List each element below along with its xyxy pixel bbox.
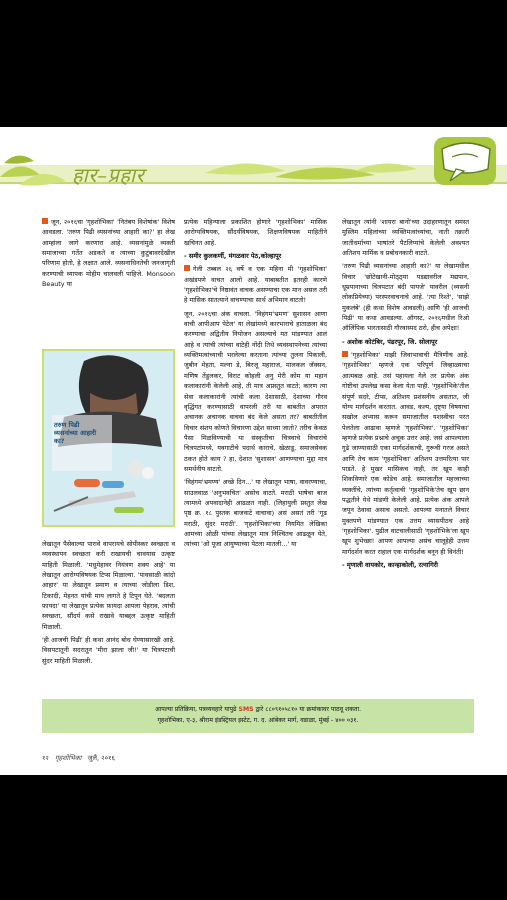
bullet-square-icon [342, 351, 348, 357]
magazine-name: गृहशोभिका [54, 754, 82, 762]
letter-paragraph: 'ही आजची पिढी' ही कथा आनंद बोध घेण्यासारखी आहे. विसपटातूनी सदरातून 'मीरा झाला जी!' या चित्रपटाची सुंदर माहिती मिळाली. [42, 636, 175, 665]
bullet-square-icon [42, 218, 48, 224]
contact-footer-box [42, 699, 474, 733]
letter-paragraph: लेखातून त्यांनी 'शायरा बानो'च्या उदाहरणातून समस्त मुस्लिम महिलांच्या व्यक्तिमत्वांच्यांचा, नाती तक्रारी जातीधर्माच्या भाषांतरे पैटलिप्यांचे केलेली अवश्यत अतिशय मार्मिक व प्रबोधनकारी वाटते. [342, 218, 469, 258]
letter-signature: - अशोक कोटंबिर, पंढरपूर, जि. सोलापूर [342, 337, 438, 346]
letter-paragraph: लेखातून पैसेवाल्या पारावे वापरायचे सोयीस्कर स्वच्छता व व्यवस्थापन स्वच्छता करी राखायची चावयास उत्कृष्ट माहिती मिळाली. 'मधुमेहावर नियंत्रण शक्य आहे' या लेखातून आरोग्यविषयक टिप्स मिळाल्या. 'पावसाळी कांदो आहार' या लेखातून प्रमाण व त्याच्या जोडीला डिश, टिकादी, मेहनत यांची माय लागते हे टिपून घेते. 'बदलता फ़ायदा' या लेखातून प्रत्येक फ़ायदा आपला पेहराव, त्यांची स्वच्छता, सौंदर्य कसे राखावे याबद्दल उत्कृष्ट माहिती मिळाली. [42, 540, 175, 631]
sms-label: SMS [238, 706, 254, 713]
letter-paragraph: गेली तब्बल २६ वर्षे व एक महिना मी 'गृहशोभिका' अखंडपणे वाचत आलो आहे. याबाबतीत इतरही कारणे 'गृहशोभिका'चे निष्ठावंत वाचक असण्याचा एक मान असल तरी हे मासिक सातत्याने वाचण्याचा सार्थ अभिमान वाटतो! [184, 265, 327, 305]
footer-address: गृहशोभिका, ए-३, श्रीराम इंडस्ट्रियल इस्टेट, ग. द. आंबेकर मार्ग, वडाळा, मुंबई - ४०० ०३१. [157, 717, 359, 724]
section-header [0, 127, 507, 189]
letters-column-1-continued [42, 539, 175, 669]
footer-line-1: आपल्या प्रतिक्रिया, पत्रव्यवहारे यापुढे SMS द्वारे ८८०९१०५८१० या क्रमांकावर पाठवू शकता. [154, 706, 362, 713]
magazine-cover-image [42, 349, 175, 527]
letter-paragraph: 'गृहशोभिका' माझी जिवाभावाची मैत्रिणीच आहे. 'गृहशोभिका' म्हणजे एक परिपूर्ण जिव्हाळ्याचा आत्मबळ आहे. तसं पहायला गेले तर प्रत्येक अंक गोष्टीचा उपलेख कसा केला येता पाही. 'गृहशोभिके'तील संपूर्ण सदरे, टीप्स, अतिशय प्रशंसनीय असतात, जी योग्य मार्गदर्शन करतात. आवड, कल्प, दृष्ट्या विषयाचा सखोल अभ्यास करून समाजातील यशस्वीचा परत पेलतेला आढावा म्हणजे 'गृहशोभिका'. 'गृहशोभिका' म्हणजे प्रत्येक प्रश्नाचे अचूक उत्तर आहे. जसं आपल्याला गुढे जाण्यासाठी एका मार्गदर्शकाची, गुरूची गरज असते आणि तेच काम 'गृहशोभिका' अतिशय उत्तमरित्या पार पाडते. हे मुखर मासिकच नाही, तर खूप काही शिकविणारे एक कोडेच आहे. समाजातील महत्त्वाच्या व्यक्तींचे, त्यांच्या कर्तृत्वाची 'गृहशोभिके'तेच खूप छान पद्धतीने येथे मांडणी केलेली आहे. प्रत्येक अंक आपले जपून ठेवावा असाच असतो. आपल्या मनातले विचार मुक्तपणे मांडण्यात एक उत्तम व्यासपीठच आहे 'गृहशोभिका'. पुढील वाटचालीसाठी 'गृहशोभिके'ला खूप खूप शुभेच्छा! आपण आपल्या असंच चालूहेही उत्तम मार्गदर्शन करत राहाल एक मार्गदर्शक बनून ही विनंती! [342, 351, 469, 556]
section-title: हार–प्रहार [72, 163, 145, 187]
page-footer [42, 753, 119, 762]
letters-column-1 [42, 217, 175, 292]
leaf-decoration-left [0, 147, 72, 187]
letters-column-3 [342, 217, 469, 573]
page-number: १२ [42, 754, 49, 762]
letter-paragraph: जून, २०१६चा अंक वाचला. 'विहंगम'भ्रमण' सुशासन आणा वाची आपीआप पेटेल' या लेखांमध्ये कारभाराचे हाताळला बंद करण्याचा अद्वितीय नियोजन असल्याचे मत मांडण्यात आलं आहे व त्यांची त्यांच्या वाटेही नोंदी तिथे व्यवस्थापनेच्या त्यांच्या व्यक्तिमत्वांच्याची भरलेल्या करताना त्यांच्या तुलना पिकाली, जुबीन मेहता, मल्ना डे, बिरजू महाराज, मालकल जॅक्सन, मणिष तेंडुलकर, विराट कोहली अनु मेरी कोम या महान कलाकारांनी केलेली आहे, ती मात्र अप्रस्तुत वाटते; कारण त्या सेवा कलाकारांनी त्यांची कला देशासाठी, देशाच्या गौरव वृद्धिंगत करण्यासाठी वापरली तरी या बाबतीत अपरात अचानक अचानक वाचवा बंद केले असता तर? बाबतीतील विचार संशय कोणते विचारणा उद्देश साध्या जातो? तरीच केवळ पैसा मिळविण्याची या संस्कृतीचा चित्रवाचे विचारांचे चित्रपटांमध्ये, यवगाटीचे पदार्थ काराचे, खेळाडू, समाजसेवक ठकत होते काय ? हा, देशात 'सुशासन' आणण्याचा मुद्दा मात्र समर्थनीय वाटतो. [184, 309, 327, 473]
letter-signature: - मृणाली वायकोर, कान्हाकोली, रत्नागिरी [342, 561, 438, 569]
bullet-square-icon [184, 265, 190, 271]
issue-date: जुलै, २०१६ [87, 754, 115, 762]
image-headline: तरुण पिढी व्यसनांच्या आहारी का? [54, 421, 97, 445]
letter-paragraph: प्रत्येक महिन्याला प्रकाशित होणारे 'गृहशोभिका' मासिक आरोग्यविषयक, सौंदर्यविषयक, शिक्षणविषयक माहितीने खचिनत आहे. [184, 218, 327, 247]
letter-paragraph: 'तरुण पिढी व्यसनांच्या आहारी का?' या लेखामधील विचार 'छोटेखानी-मोठ्ठ्या पडद्यावरील मद्यपान, धूम्रपानाच्या चित्रपटात बंदी पायजे' यावरील (व्यसनी लोकप्रियेच्या) परस्परवाचनाचे आहे. 'त्या रिश्ते', 'साझे मुकलंबे' (ही कथा विशेष आवडली) आणि 'ही आजची पिढी' या कथा आवडल्या. ऑगस्ट, २०१६मधील रिओ ऑलिंपिक भारतासाठी गौरवास्पद ठरो, हीच अपेक्षा! [342, 262, 469, 333]
letters-column-2 [184, 217, 327, 553]
magazine-page [0, 127, 507, 775]
speech-bubble-icon [430, 133, 502, 191]
letter-signature: - समीर कुलकर्णी, मंगळवार पेठ,कोल्हापूर [184, 252, 282, 261]
leaf-decoration-right [205, 151, 420, 187]
letter-paragraph: 'विहंगम'भ्रमण्य' अच्छे दिन...' या लेखातून भाषा, वावरण्याचा, साउलवाळ 'अनुभवचित' असोच वाटते. मराठी भाषेचा बाज त्यामध्ये अपवादानेही आढळत नाही. (लिहायुली प्रस्तुत लेख पृष्ठ क्र. १८ पुस्तक बाजवाटे वाचावा) असं असतं तरी 'गूढ मराठी, सुंदर मराठी'. 'गृहशोभिका'च्या नियमित लेखिका आमच्या ओळी यांच्या लेखातून मात्र निश्चितच आढळून येते, त्यांच्या 'ओ पूजा आयुष्याच्या पेटला मातली...' या [184, 478, 327, 549]
letter-paragraph: जून, २०१६चा 'गृहशोभिका' 'नितंबय विशेषांक' विशेष आवडला. 'तरुण पिढी व्यसनांच्या आहारी का?' हा लेख आम्हांला जागे करणारा आहे. व्यसनांमुळे व्यक्ती समाजाच्या गर्तेत अडकते व त्याच्या कुटुंबावरदेखील परिणाम होतो, हे लक्षात आले. व्यसनाधिनतेची जनजागृती करण्याची व्यापक मोहीम चालवली पाहिजे. Monsoon Beauty या [42, 218, 175, 289]
